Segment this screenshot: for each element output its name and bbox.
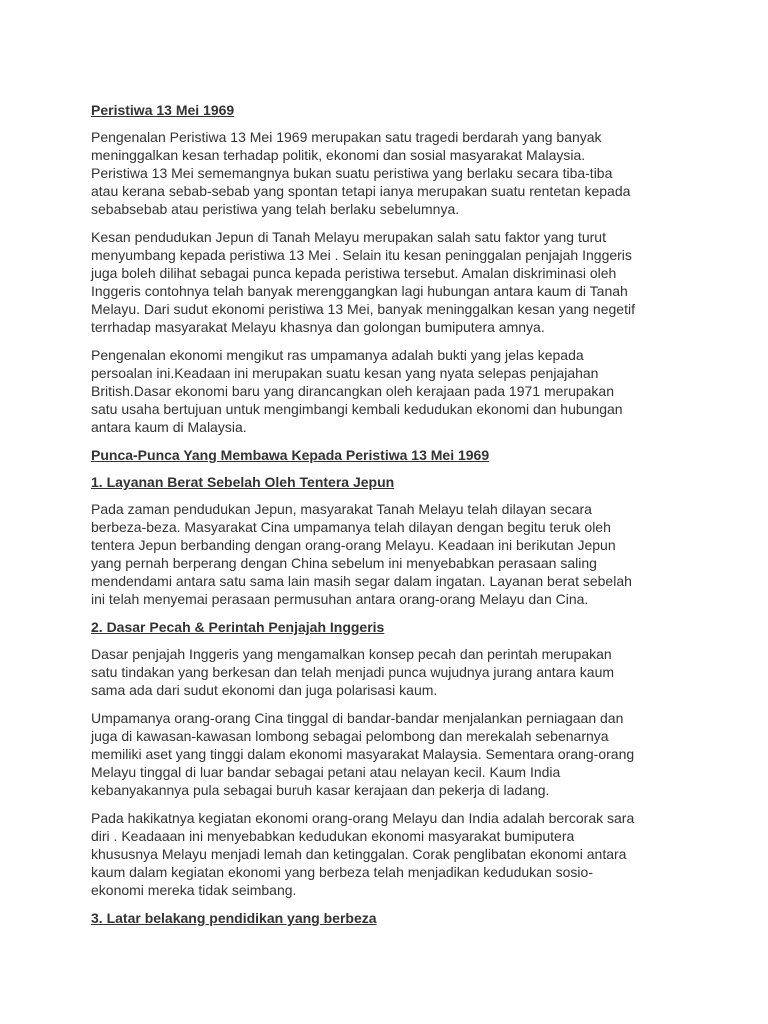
- paragraph-line: Pengenalan Peristiwa 13 Mei 1969 merupakan satu tragedi berdarah yang banyak: [91, 129, 602, 145]
- paragraph-line: Melayu tinggal di luar bandar sebagai petani atau nelayan kecil. Kaum India: [91, 764, 561, 780]
- paragraph-line: kebanyakannya pula sebagai buruh kasar kerajaan dan pekerja di ladang.: [91, 782, 550, 798]
- paragraph-line: khususnya Melayu menjadi lemah dan ketinggalan. Corak penglibatan ekonomi antara: [91, 846, 627, 862]
- paragraph-line: tentera Jepun berbanding dengan orang-orang Melayu. Keadaan ini berikutan Jepun: [91, 537, 616, 553]
- section-heading: 2. Dasar Pecah & Perintah Penjajah Inggeris: [91, 619, 385, 635]
- paragraph-line: diri . Keadaaan ini menyebabkan kedudukan ekonomi masyarakat bumiputera: [91, 828, 575, 844]
- paragraph-line: yang pernah berperang dengan China sebelum ini menyebabkan perasaan saling: [91, 555, 597, 571]
- causes-heading: Punca-Punca Yang Membawa Kepada Peristiwa 13 Mei 1969: [91, 447, 490, 463]
- paragraph: [91, 128, 728, 218]
- paragraph-line: Umpamanya orang-orang Cina tinggal di bandar-bandar menjalankan perniagaan dan: [91, 710, 624, 726]
- paragraph: [91, 709, 728, 799]
- cause-section: [91, 473, 728, 608]
- paragraph: [91, 346, 728, 436]
- paragraph-line: sama ada dari sudut ekonomi dan juga polarisasi kaum.: [91, 682, 438, 698]
- paragraph: [91, 228, 728, 336]
- paragraph-line: juga di kawasan-kawasan lombong sebagai pelombong dan merekalah sebenarnya: [91, 728, 609, 744]
- paragraph: [91, 809, 728, 899]
- paragraph-line: meninggalkan kesan terhadap politik, ekonomi dan sosial masyarakat Malaysia.: [91, 147, 586, 163]
- paragraph-line: Pengenalan ekonomi mengikut ras umpamanya adalah bukti yang jelas kepada: [91, 347, 584, 363]
- paragraph-line: kaum dalam kegiatan ekonomi yang berbeza telah menjadikan kedudukan sosio-: [91, 864, 593, 880]
- paragraph-line: juga boleh dilihat sebagai punca kepada peristiwa tersebut. Amalan diskriminasi oleh: [91, 265, 617, 281]
- section-heading: 3. Latar belakang pendidikan yang berbeza: [91, 910, 377, 926]
- paragraph-line: terrhadap masyarakat Melayu khasnya dan golongan bumiputera amnya.: [91, 319, 545, 335]
- paragraph-line: atau kerana sebab-sebab yang spontan tetapi ianya merupakan suatu rentetan kepada: [91, 183, 631, 199]
- paragraph-line: satu tindakan yang berkesan dan telah menjadi punca wujudnya jurang antara kaum: [91, 664, 615, 680]
- paragraph-line: Melayu. Dari sudut ekonomi peristiwa 13 Mei, banyak meninggalkan kesan yang negetif: [91, 301, 635, 317]
- paragraph-line: Pada zaman pendudukan Jepun, masyarakat Tanah Melayu telah dilayan secara: [91, 501, 592, 517]
- intro-section: [91, 128, 728, 436]
- paragraph-line: persoalan ini.Keadaan ini merupakan suatu kesan yang nyata selepas penjajahan: [91, 365, 599, 381]
- paragraph-line: ini telah menyemai perasaan permusuhan antara orang-orang Melayu dan Cina.: [91, 591, 589, 607]
- paragraph-line: mendendami antara satu sama lain masih segar dalam ingatan. Layanan berat sebelah: [91, 573, 632, 589]
- cause-section: [91, 618, 728, 899]
- document-title: Peristiwa 13 Mei 1969: [91, 102, 235, 118]
- paragraph-line: Kesan pendudukan Jepun di Tanah Melayu merupakan salah satu faktor yang turut: [91, 229, 606, 245]
- paragraph: [91, 645, 728, 699]
- paragraph-line: menyumbang kepada peristiwa 13 Mei . Selain itu kesan peninggalan penjajah Inggeris: [91, 247, 632, 263]
- paragraph-line: memiliki aset yang tinggi dalam ekonomi masyarakat Malaysia. Sementara orang-orang: [91, 746, 635, 762]
- paragraph-line: Peristiwa 13 Mei sememangnya bukan suatu peristiwa yang berlaku secara tiba-tiba: [91, 165, 613, 181]
- paragraph-line: Inggeris contohnya telah banyak merenggangkan lagi hubungan antara kaum di Tanah: [91, 283, 628, 299]
- paragraph-line: berbeza-beza. Masyarakat Cina umpamanya telah dilayan dengan begitu teruk oleh: [91, 519, 611, 535]
- paragraph-line: British.Dasar ekonomi baru yang dirancangkan oleh kerajaan pada 1971 merupakan: [91, 383, 614, 399]
- causes-sections: [91, 473, 728, 927]
- paragraph-line: Dasar penjajah Inggeris yang mengamalkan konsep pecah dan perintah merupakan: [91, 646, 612, 662]
- paragraph-line: antara kaum di Malaysia.: [91, 419, 247, 435]
- paragraph-line: satu usaha bertujuan untuk mengimbangi kembali kedudukan ekonomi dan hubungan: [91, 401, 623, 417]
- paragraph: [91, 500, 728, 608]
- cause-section: [91, 909, 728, 927]
- paragraph-line: Pada hakikatnya kegiatan ekonomi orang-orang Melayu dan India adalah bercorak sara: [91, 810, 635, 826]
- section-heading: 1. Layanan Berat Sebelah Oleh Tentera Jepun: [91, 474, 395, 490]
- paragraph-line: sebabsebab atau peristiwa yang telah berlaku sebelumnya.: [91, 201, 460, 217]
- paragraph-line: ekonomi mereka tidak seimbang.: [91, 882, 297, 898]
